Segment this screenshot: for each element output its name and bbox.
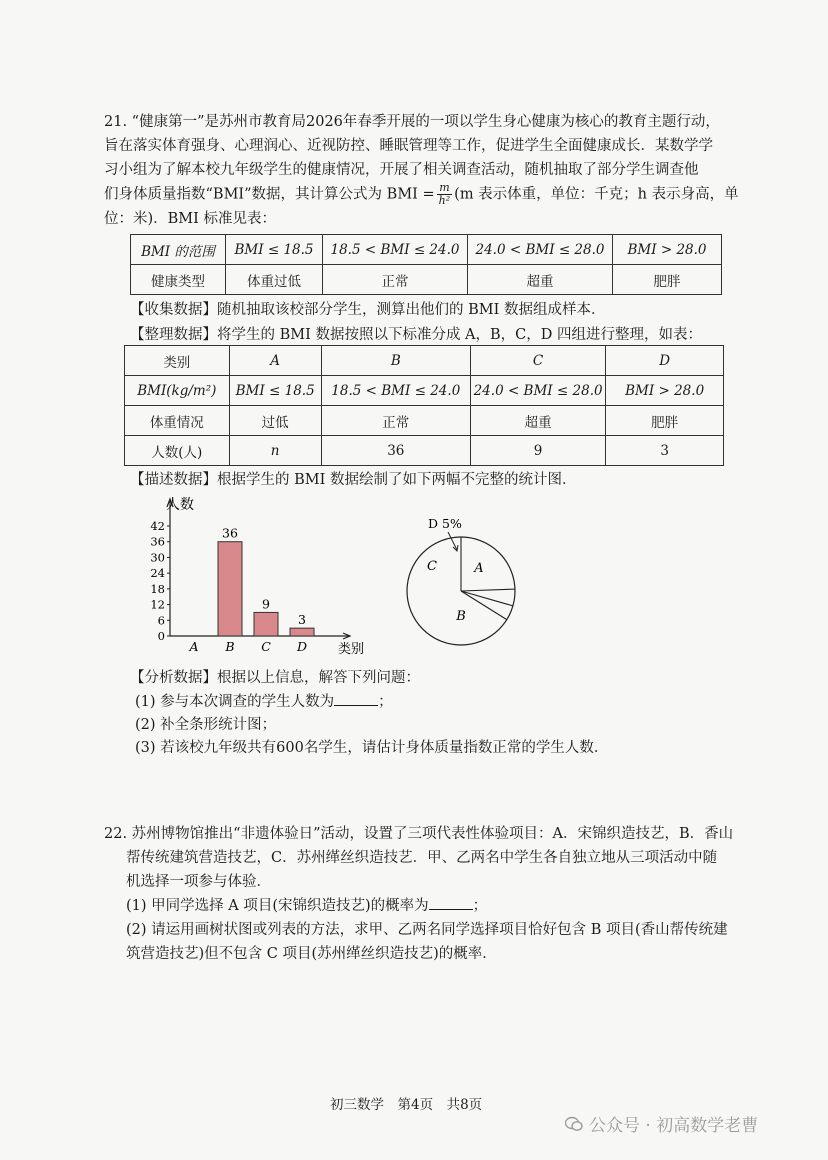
q22-sub1-text: (1) 甲同学选择 A 项目(宋锦织造技艺)的概率为	[126, 898, 429, 914]
bmi-group-table	[124, 345, 724, 466]
watermark	[565, 1111, 758, 1136]
bar-B	[218, 542, 242, 636]
table2-row	[125, 406, 724, 436]
y-tick-label: 42	[150, 519, 165, 533]
y-tick-label: 24	[150, 566, 165, 581]
pie-label-A: A	[474, 561, 484, 576]
q21-line-3: 习小组为了解本校九年级学生的健康情况，开展了相关调查活动，随机抽取了部分学生调查他	[104, 162, 699, 178]
table2-row	[125, 436, 724, 466]
formula-denominator: h²	[438, 194, 451, 207]
y-tick-label: 18	[150, 581, 165, 596]
table1-row	[131, 235, 722, 265]
table1-cell: 超重	[468, 265, 613, 295]
table2-cell: 超重	[470, 406, 605, 436]
q21-stem	[104, 110, 739, 231]
table2-cell: B	[321, 346, 470, 376]
wechat-icon	[565, 1116, 583, 1132]
bar-D	[290, 628, 314, 636]
pie-label-C: C	[427, 559, 437, 574]
y-tick-label: 30	[150, 550, 165, 565]
x-tick-label: B	[225, 639, 235, 654]
q22-sub1	[104, 894, 728, 918]
q22-line-1: 22. 苏州博物馆推出“非遗体验日”活动，设置了三项代表性体验项目：A．宋锦织造技艺，B．香山	[104, 826, 734, 842]
table1-cell: BMI 的范围	[131, 235, 226, 265]
table2-cell: BMI ≤ 18.5	[229, 376, 321, 406]
table2-cell: A	[229, 346, 321, 376]
table2-cell: 肥胖	[606, 406, 724, 436]
q21-line-5: 位：米)．BMI 标准见表：	[104, 211, 276, 227]
pie-label-D: D 5%	[428, 516, 462, 531]
pie-boundary	[461, 591, 507, 620]
q21-line-4	[104, 181, 739, 207]
table2-row	[125, 346, 724, 376]
data-label-D: 3	[298, 612, 306, 628]
pie-boundary	[461, 591, 513, 606]
data-label-B: 36	[222, 525, 238, 541]
x-tick-label: D	[296, 639, 308, 654]
q22-sub1-end: ；	[472, 898, 488, 914]
y-tick-label: 12	[150, 597, 165, 612]
x-axis-label: 类别	[338, 642, 365, 657]
organize-data-text: 【整理数据】将学生的 BMI 数据按照以下标准分成 A，B，C，D 四组进行整理，如表：	[130, 327, 703, 343]
bmi-formula	[437, 182, 453, 207]
q22-sub2-line-2: 筑营造技艺)但不包含 C 项目(苏州缂丝织造技艺)的概率．	[126, 946, 497, 962]
q22-sub2-line-1: (2) 请运用画树状图或列表的方法，求甲、乙两名同学选择项目恰好包含 B 项目(香山帮传统建	[126, 922, 728, 938]
table2-cell: 人数(人)	[125, 436, 230, 466]
y-axis-label: 人数	[166, 497, 194, 513]
pie-chart	[400, 510, 530, 660]
page-footer: 初三数学 第4页 共8页	[330, 1097, 483, 1113]
table1-row	[131, 265, 722, 295]
q21-sub3: (3) 若该校九年级共有600名学生，请估计身体质量指数正常的学生人数．	[135, 740, 609, 756]
table2-cell: BMI > 28.0	[606, 376, 724, 406]
collect-data-text: 【收集数据】随机抽取该校部分学生，测算出他们的 BMI 数据组成样本．	[130, 302, 606, 318]
table2-cell: BMI(kg/m²)	[125, 376, 230, 406]
bar-C	[254, 612, 278, 636]
table2-cell: 正常	[321, 406, 470, 436]
q22-line-2: 帮传统建筑营造技艺，C．苏州缂丝织造技艺．甲、乙两名中学生各自独立地从三项活动中随	[126, 850, 718, 866]
table2-cell: 24.0 < BMI ≤ 28.0	[470, 376, 605, 406]
table2-cell: 过低	[229, 406, 321, 436]
table2-cell: n	[229, 436, 321, 466]
q21-line-2: 旨在落实体育强身、心理润心、近视防控、睡眠管理等工作，促进学生全面健康成长．某数学学	[104, 138, 713, 154]
describe-data-text: 【描述数据】根据学生的 BMI 数据绘制了如下两幅不完整的统计图．	[130, 472, 577, 488]
x-tick-label: A	[189, 639, 199, 654]
table1-cell: 肥胖	[613, 265, 722, 295]
table2-row	[125, 376, 724, 406]
q21-line-1: 21. “健康第一”是苏州市教育局2026年春季开展的一项以学生身心健康为核心的教育主题行动，	[104, 114, 720, 130]
pie-label-B: B	[456, 609, 466, 624]
table1-cell: 健康类型	[131, 265, 226, 295]
table2-cell: 36	[321, 436, 470, 466]
watermark-text: 公众号 · 初高数学老曹	[589, 1116, 759, 1136]
q22-line-3: 机选择一项参与体验．	[126, 874, 271, 890]
table2-cell: 3	[606, 436, 724, 466]
data-label-C: 9	[262, 596, 270, 612]
q21-sub1-blank[interactable]	[334, 691, 378, 706]
table1-cell: 24.0 < BMI ≤ 28.0	[468, 235, 613, 265]
table2-cell: 9	[470, 436, 605, 466]
pie-d-leader	[448, 532, 457, 550]
y-tick-label: 0	[157, 629, 165, 643]
table2-cell: 体重情况	[125, 406, 230, 436]
table2-cell: 18.5 < BMI ≤ 24.0	[321, 376, 470, 406]
pie-boundary	[461, 589, 515, 591]
analyze-data-text: 【分析数据】根据以上信息，解答下列问题：	[130, 670, 420, 686]
y-tick-label: 36	[150, 534, 165, 549]
table2-cell: D	[606, 346, 724, 376]
table1-cell: 18.5 < BMI ≤ 24.0	[323, 235, 468, 265]
table1-cell: 正常	[323, 265, 468, 295]
q21-sub1	[135, 690, 393, 711]
x-tick-label: C	[261, 639, 271, 654]
q21-sub1-end: ；	[378, 694, 393, 710]
table1-cell: BMI > 28.0	[613, 235, 722, 265]
formula-after: (m 表示体重，单位：千克；h 表示身高，单	[454, 186, 739, 203]
bar-chart	[138, 493, 378, 663]
q21-sub1-text: (1) 参与本次调查的学生人数为	[135, 694, 335, 710]
y-tick-label: 6	[157, 613, 165, 628]
bmi-standard-table	[130, 234, 722, 295]
table1-cell: 体重过低	[226, 265, 323, 295]
q22-sub1-blank[interactable]	[429, 895, 473, 910]
q22-stem	[104, 822, 734, 966]
formula-numerator: m	[437, 182, 453, 195]
table2-cell: C	[470, 346, 605, 376]
q21-line-4-text: 们身体质量指数“BMI”数据，其计算公式为 BMI =	[104, 186, 435, 203]
table2-cell: 类别	[125, 346, 230, 376]
table1-cell: BMI ≤ 18.5	[226, 235, 323, 265]
q21-sub2: (2) 补全条形统计图；	[135, 717, 277, 733]
